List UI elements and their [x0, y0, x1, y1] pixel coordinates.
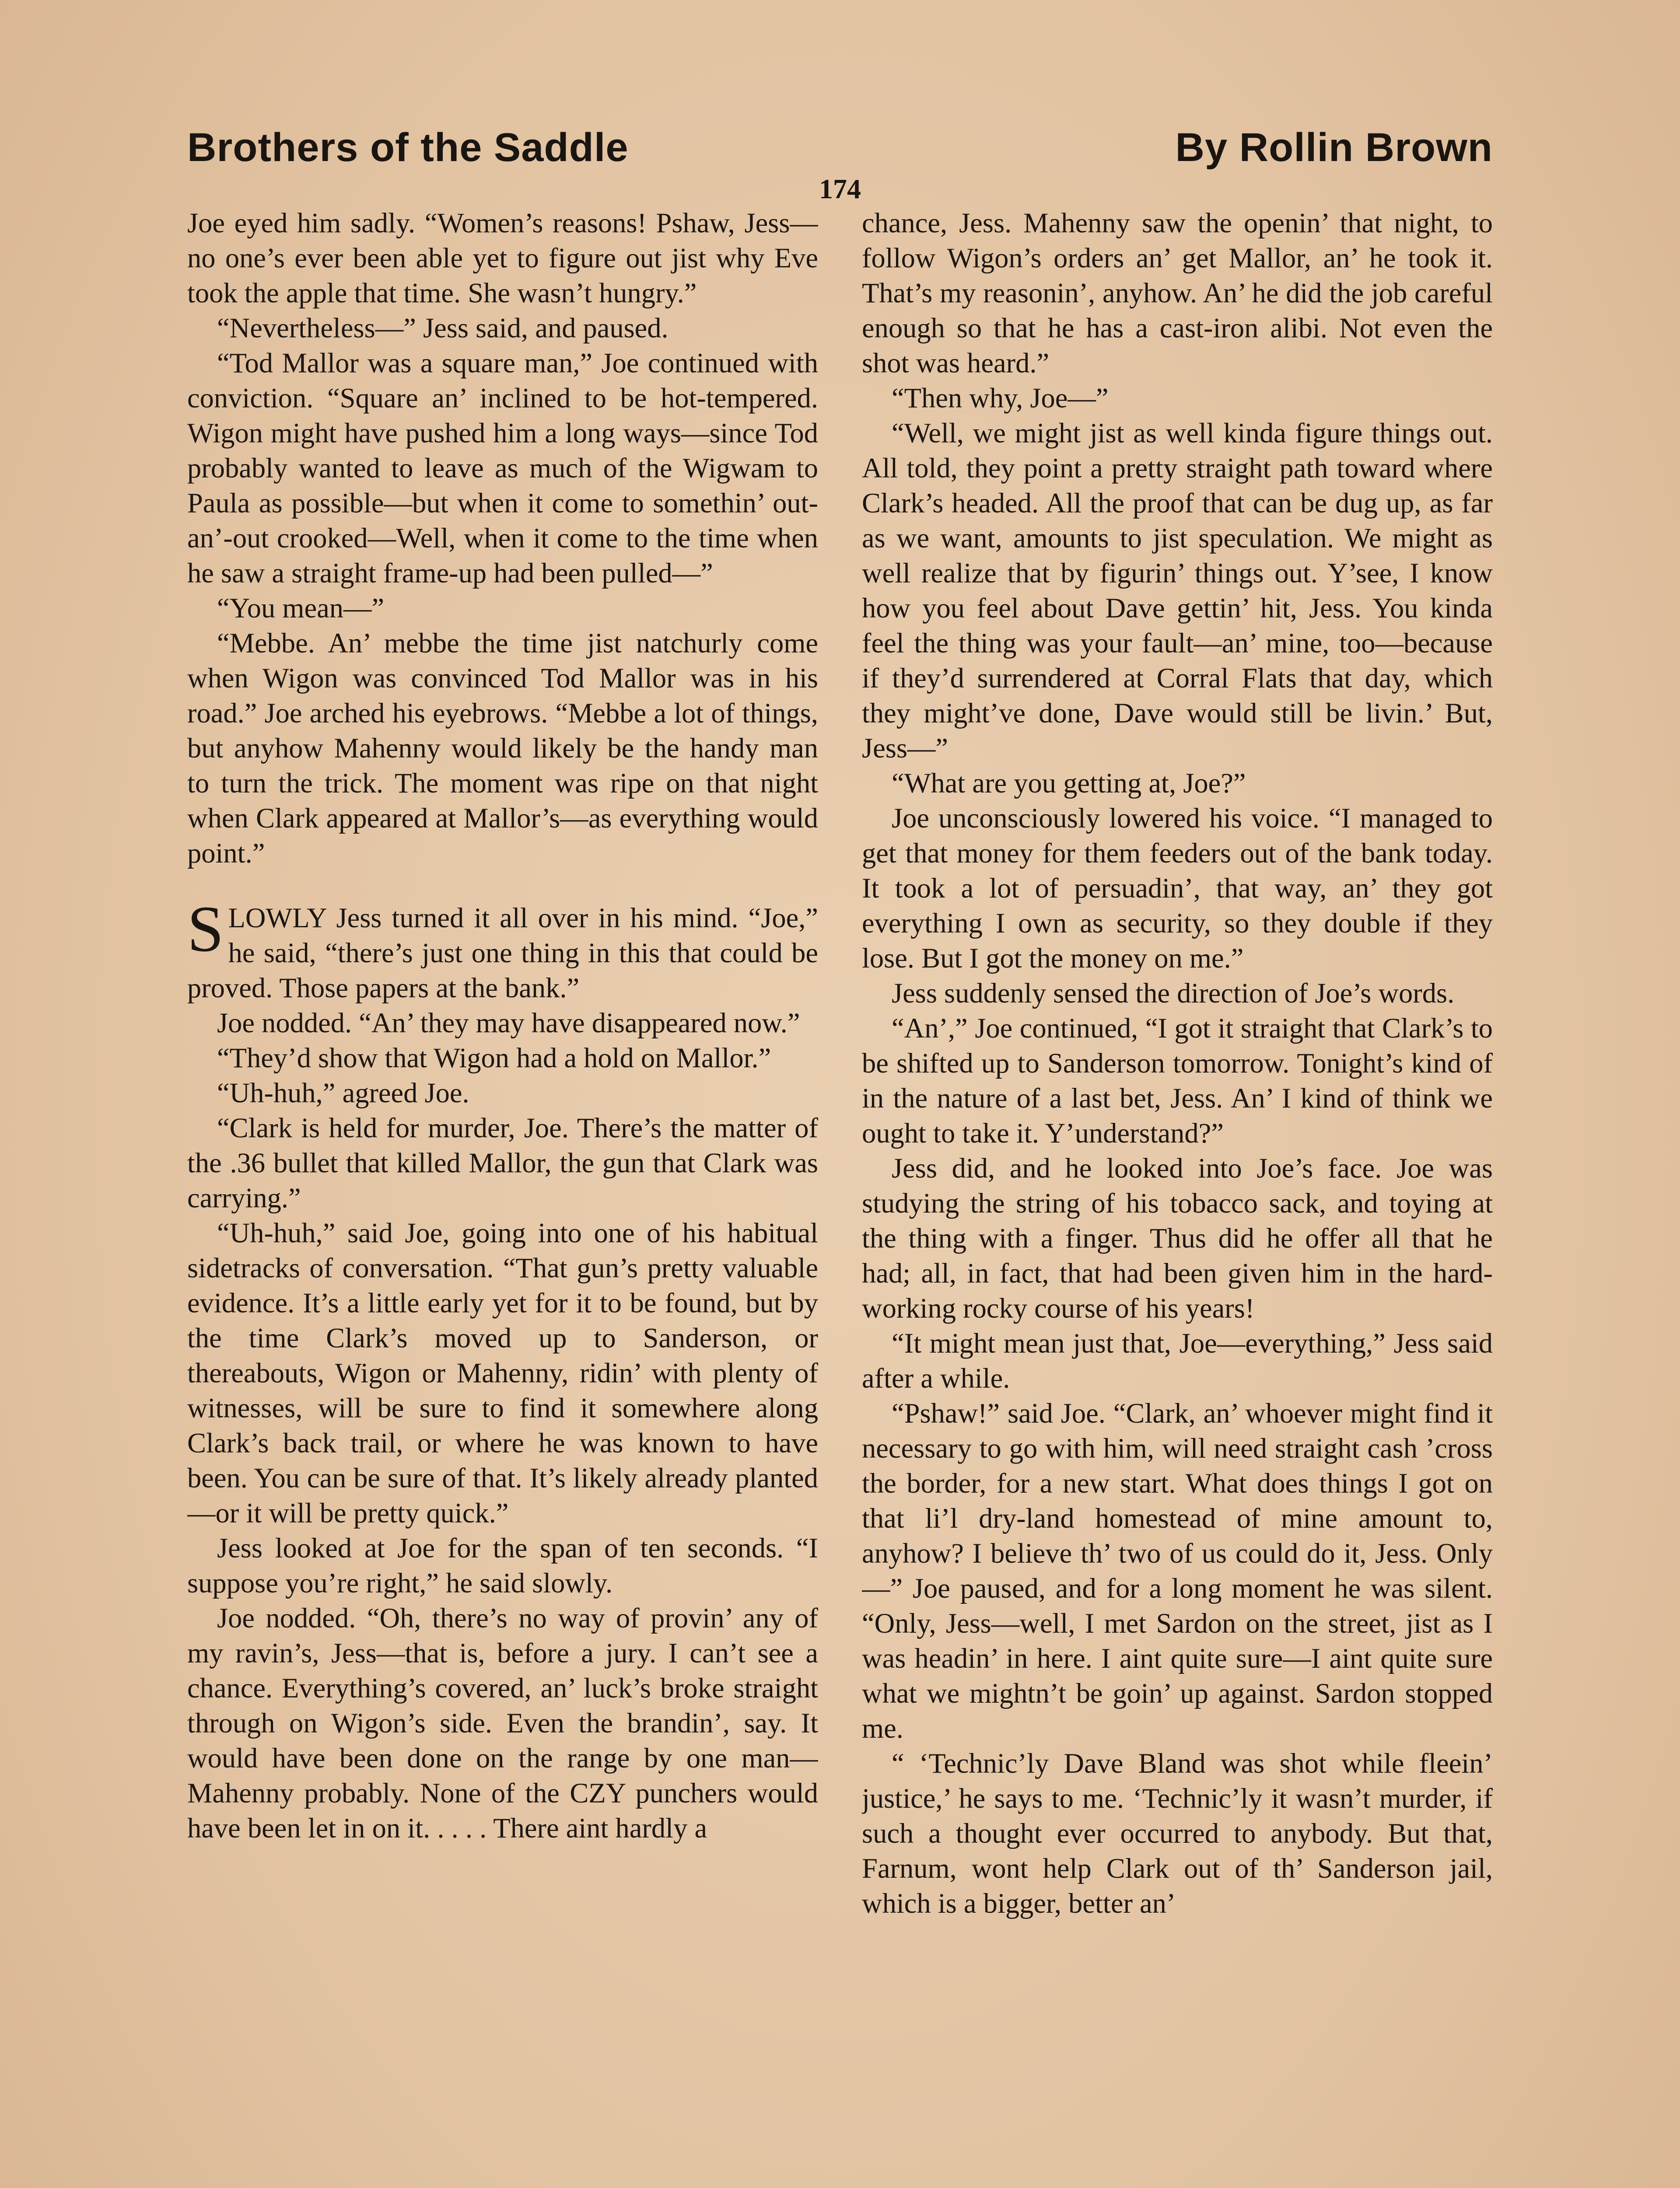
- right-column: [862, 206, 1493, 2188]
- paragraph: chance, Jess. Mahenny saw the openin’ that night, to follow Wigon’s orders an’ get Mallor, an’ he took it. That’s my reasonin’, anyhow. An’ he did the job careful enough so that he has a cast-iron alibi. Not even the shot was heard.”: [862, 207, 1493, 379]
- paragraph: “ ‘Technic’ly Dave Bland was shot while fleein’ justice,’ he says to me. ‘Technic’ly it wasn’t murder, if such a thought ever occurred to anybody. But that, Farnum, wont help Clark out of th’ Sanderson jail, which is a bigger, better an’: [862, 1748, 1493, 1919]
- paragraph: Jess looked at Joe for the span of ten seconds. “I suppose you’re right,” he said slowly.: [187, 1532, 818, 1599]
- left-column: [187, 206, 818, 2188]
- paragraph: “Tod Mallor was a square man,” Joe continued with conviction. “Square an’ inclined to be hot-tempered. Wigon might have pushed him a long ways—since Tod probably wanted to leave as much of the Wigwam to Paula as possible—but when it come to somethin’ out-an’-out crooked—Well, when it come to the time when he saw a straight frame-up had been pulled—”: [187, 347, 818, 589]
- drop-cap: S: [187, 893, 224, 965]
- paragraph: “Uh-huh,” agreed Joe.: [217, 1077, 469, 1108]
- paragraph: “They’d show that Wigon had a hold on Mallor.”: [217, 1042, 771, 1073]
- paragraph: “Uh-huh,” said Joe, going into one of his habitual sidetracks of conversation. “That gun’s pretty valuable evidence. It’s a little early yet for it to be found, but by the time Clark’s moved up to Sanderson, or thereabouts, Wigon or Mahenny, ridin’ with plenty of witnesses, will be sure to find it somewhere along Clark’s back trail, or where he was known to have been. You can be sure of that. It’s likely already planted—or it will be pretty quick.”: [187, 1217, 818, 1529]
- paragraph: Joe eyed him sadly. “Women’s reasons! Pshaw, Jess—no one’s ever been able yet to figure out jist why Eve took the apple that time. She wasn’t hungry.”: [187, 207, 818, 309]
- paragraph: Joe nodded. “An’ they may have disappeared now.”: [217, 1007, 800, 1038]
- paragraph: “Pshaw!” said Joe. “Clark, an’ whoever might find it necessary to go with him, will need straight cash ’cross the border, for a new start. What does things I got on that li’l dry-land homestead of mine amount to, anyhow? I believe th’ two of us could do it, Jess. Only—” Joe paused, and for a long moment he was silent. “Only, Jess—well, I met Sardon on the street, jist as I was headin’ in here. I aint quite sure—I aint quite sure what we mightn’t be goin’ up against. Sardon stopped me.: [862, 1398, 1493, 1744]
- drop-cap-continuation: LOWLY: [228, 902, 326, 933]
- paragraph: “Well, we might jist as well kinda figure things out. All told, they point a pretty straight path toward where Clark’s headed. All the proof that can be dug up, as far as we want, amounts to jist speculation. We might as well realize that by figurin’ things out. Y’see, I know how you feel about Dave gettin’ hit, Jess. You kinda feel the thing was your fault—an’ mine, too—because if they’d surrendered at Corral Flats that day, which they might’ve done, Dave would still be livin.’ But, Jess—”: [862, 417, 1493, 764]
- section-opening-paragraph: [187, 893, 818, 1006]
- paragraph: Joe unconsciously lowered his voice. “I managed to get that money for them feeders out of the bank today. It took a lot of persuadin’, that way, an’ they got everything I own as security, so they double if they lose. But I got the money on me.”: [862, 803, 1493, 974]
- paragraph: “It might mean just that, Joe—everything,” Jess said after a while.: [862, 1328, 1493, 1394]
- paragraph: “Mebbe. An’ mebbe the time jist natchurly come when Wigon was convinced Tod Mallor was in his road.” Joe arched his eyebrows. “Mebbe a lot of things, but anyhow Mahenny would likely be the handy man to turn the trick. The moment was ripe on that night when Clark appeared at Mallor’s—as everything would point.”: [187, 628, 818, 869]
- paragraph: “Nevertheless—” Jess said, and paused.: [217, 312, 668, 344]
- section-opening-text: Jess turned it all over in his mind. “Joe,” he said, “there’s just one thing in this that could be proved. Those papers at the bank.”: [187, 902, 818, 1003]
- paragraph: “What are you getting at, Joe?”: [892, 768, 1246, 799]
- paragraph: “An’,” Joe continued, “I got it straight that Clark’s to be shifted up to Sanderson tomorrow. Tonight’s kind of in the nature of a last bet, Jess. An’ I kind of think we ought to take it. Y’understand?”: [862, 1013, 1493, 1149]
- page-number: 174: [819, 173, 861, 204]
- story-title: Brothers of the Saddle: [187, 125, 629, 170]
- paragraph: “You mean—”: [217, 593, 385, 624]
- author-byline: By Rollin Brown: [1175, 125, 1493, 170]
- paragraph: Jess did, and he looked into Joe’s face. Joe was studying the string of his tobacco sack, and toying at the thing with a finger. Thus did he offer all that he had; all, in fact, that had been given him in the hard-working rocky course of his years!: [862, 1153, 1493, 1324]
- paragraph: Joe nodded. “Oh, there’s no way of provin’ any of my ravin’s, Jess—that is, before a jury. I can’t see a chance. Everything’s covered, an’ luck’s broke straight through on Wigon’s side. Even the brandin’, say. It would have been done on the range by one man—Mahenny probably. None of the CZY punchers would have been let in on it. . . . . There aint hardly a: [187, 1602, 818, 1844]
- paragraph: “Clark is held for murder, Joe. There’s the matter of the .36 bullet that killed Mallor, the gun that Clark was carrying.”: [187, 1112, 818, 1213]
- paragraph: “Then why, Joe—”: [892, 382, 1109, 414]
- paragraph: Jess suddenly sensed the direction of Joe’s words.: [892, 978, 1455, 1009]
